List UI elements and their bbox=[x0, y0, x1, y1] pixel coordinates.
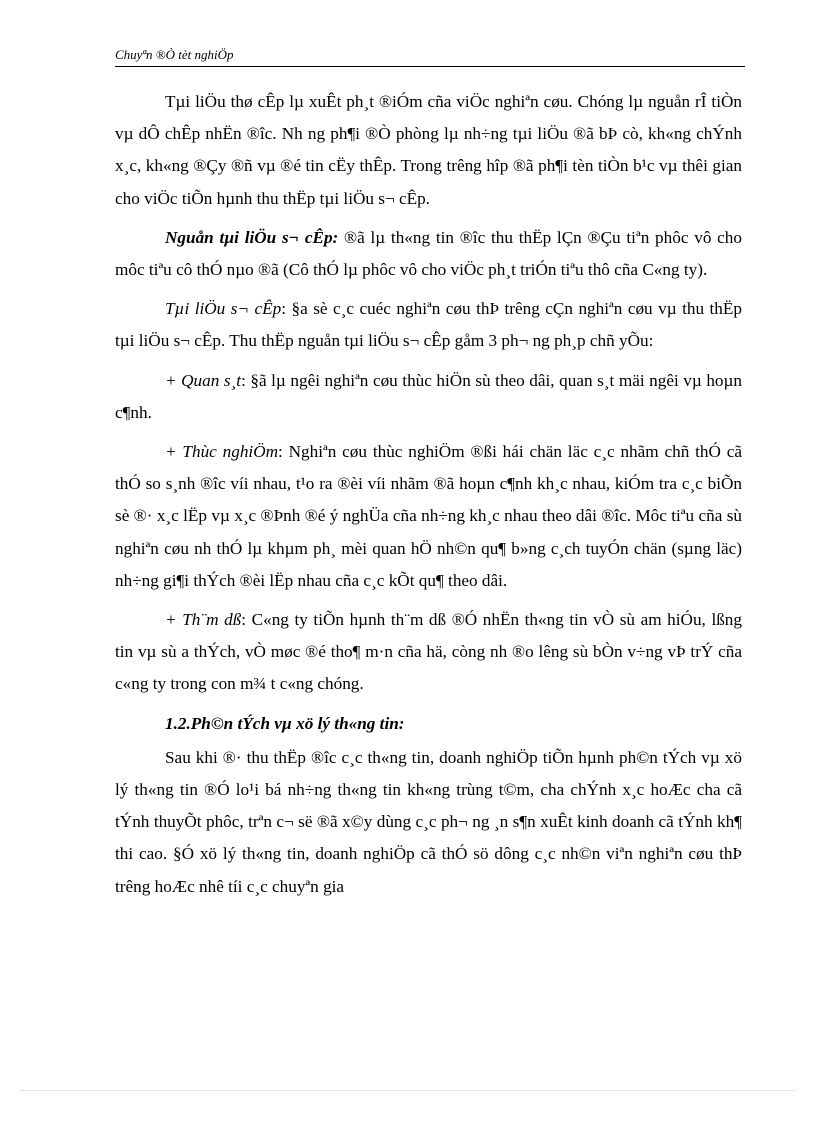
page-header bbox=[115, 44, 745, 67]
paragraph-text: : §a sè c¸c cuéc nghiªn cøu thÞ trêng cÇn nghiªn cøu vµ thu thËp tµi liÖu s¬ cÊp. Thu thËp nguån tµi liÖu s¬ cÊp gåm 3 ph¬ ng ph¸p chñ yÕu: bbox=[115, 299, 742, 351]
paragraph-lead: + Quan s¸t bbox=[165, 370, 242, 390]
paragraph-text: : Nghiªn cøu thùc nghiÖm ®ßi hái chän läc c¸c nhãm chñ thÓ cã thÓ so s¸nh ®îc víi nhau, t¹o ra ®èi víi nhãm ®ã hoµn c¶nh kh¸c nhau, kiÓm tra c¸c biÕn sè ®· x¸c lËp vµ x¸c ®Þnh ®é ý nghÜa cña nh÷ng kh¸c nhau theo dâi ®îc. Môc tiªu cña sù nghiªn cøu nh thÓ lµ khµm ph¸ mèi quan hÖ nh©n qu¶ b»ng c¸ch tuyÓn chän (sµng läc) nh÷ng gi¶i thÝch ®èi lËp nhau cña c¸c kÕt qu¶ theo dâi. bbox=[115, 442, 743, 590]
paragraph-lead: Tµi liÖu s¬ cÊp bbox=[165, 299, 282, 319]
paragraph-experiment bbox=[115, 436, 742, 597]
paragraph-primary-data bbox=[115, 293, 742, 357]
page-bottom-border bbox=[20, 1090, 796, 1091]
paragraph-lead: Nguån tµi liÖu s¬ cÊp: bbox=[165, 227, 339, 247]
paragraph-text: : §ã lµ ngêi nghiªn cøu thùc hiÖn sù theo dâi, quan s¸t mäi ngêi vµ hoµn c¶nh. bbox=[115, 370, 742, 422]
paragraph-text: : C«ng ty tiÕn hµnh th¨m dß ®Ó nhËn th«ng tin vÒ sù am hiÓu, lßng tin vµ sù a thÝch, vÒ møc ®é tho¶ m·n cña hä, còng nh ®o lêng sù bÒn v÷ng vÞ trÝ cña c«ng ty trong con m¾ t c«ng chóng. bbox=[115, 610, 742, 694]
paragraph-primary-source bbox=[115, 222, 742, 286]
section-heading: 1.2.Ph©n tÝch vµ xö lý th«ng tin: bbox=[165, 713, 405, 733]
paragraph-lead: + Th¨m dß bbox=[165, 610, 242, 630]
document-body bbox=[115, 86, 742, 910]
paragraph-survey bbox=[115, 604, 742, 701]
paragraph-observation bbox=[115, 365, 742, 429]
header-title: Chuyªn ®Ò tèt nghiÖp bbox=[115, 47, 234, 62]
paragraph-text: Tµi liÖu thø cÊp lµ xuÊt ph¸t ®iÓm cña viÖc nghiªn cøu. Chóng lµ nguån rÎ tiÒn vµ dÔ chÊp nhËn ®îc. Nh ng ph¶i ®Ò phòng lµ nh÷ng tµi liÖu ®ã bÞ cò, kh«ng chÝnh x¸c, kh«ng ®Çy ®ñ vµ ®é tin cËy thÊp. Trong trêng hîp ®ã ph¶i tèn tiÒn b¹c vµ thêi gian cho viÖc tiÕn hµnh thu thËp tµi liÖu s¬ cÊp. bbox=[115, 92, 742, 208]
paragraph-text: ®ã lµ th«ng tin ®îc thu thËp lÇn ®Çu tiªn phôc vô cho môc tiªu cô thÓ nµo ®ã (Cô thÓ lµ phôc vô cho viÖc ph¸t triÓn tiªu thô cña C«ng ty). bbox=[115, 227, 742, 280]
paragraph-secondary-data bbox=[115, 86, 742, 215]
paragraph-text: Sau khi ®· thu thËp ®îc c¸c th«ng tin, doanh nghiÖp tiÕn hµnh ph©n tÝch vµ xö lý th«ng tin ®Ó lo¹i bá nh÷ng th«ng tin kh«ng trùng t©m, cha chÝnh x¸c hoÆc cha cã tÝnh thuyÕt phôc, trªn c¬ së ®ã x©y dùng c¸c ph¬ ng ¸n s¶n xuÊt kinh doanh cã tÝnh kh¶ thi cao. §Ó xö lý th«ng tin, doanh nghiÖp cã thÓ sö dông c¸c nh©n viªn nghiªn cøu thÞ trêng hoÆc nhê tíi c¸c chuyªn gia bbox=[115, 747, 742, 896]
paragraph-analysis bbox=[115, 742, 742, 903]
paragraph-lead: + Thùc nghiÖm bbox=[165, 442, 279, 462]
